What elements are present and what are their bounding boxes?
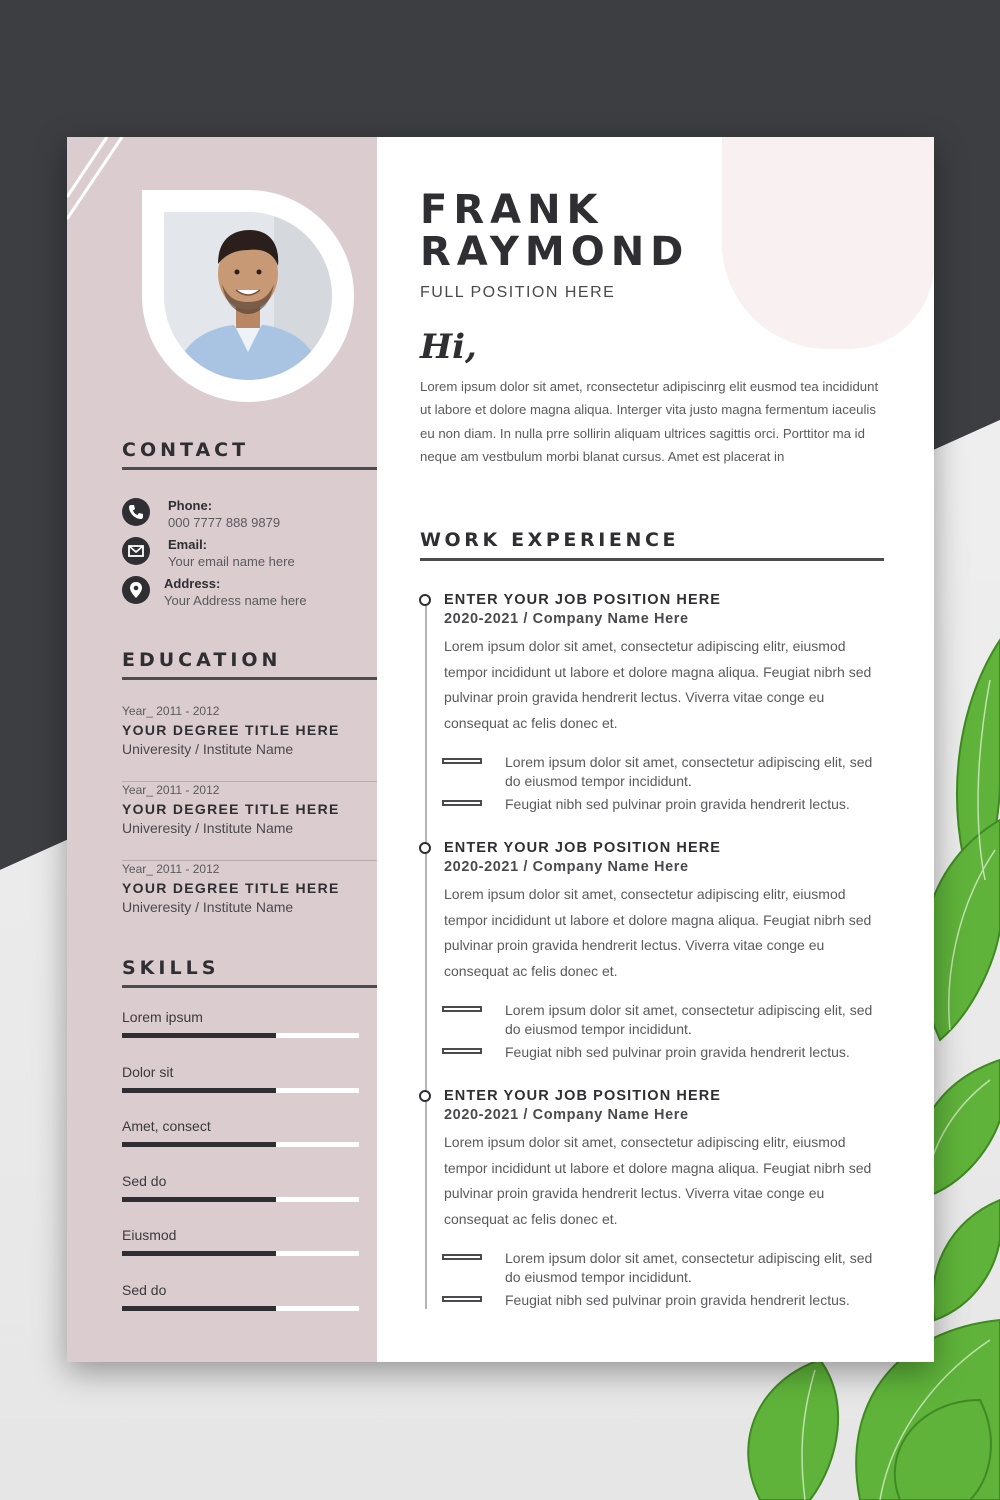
skill-bar-fill <box>122 1088 276 1093</box>
job-entry <box>417 840 887 1070</box>
education-degree: YOUR DEGREE TITLE HERE <box>122 880 340 896</box>
phone-icon <box>122 498 150 526</box>
education-title: EDUCATION <box>122 649 282 671</box>
greeting: Hi, <box>420 327 477 367</box>
intro-text: Lorem ipsum dolor sit amet, rconsectetur adipiscinrg elit eusmod tea incididunt ut labore et dolore magna aliqua. Interger vita justo magna fermentum iaceulis eu non diam. In nulla prre sollirin aliquam ultrices sagittis orci. Porttitor ma id neque am vestbulum morbi blanat cursus. Amet est placerat in <box>420 379 879 464</box>
education-degree: YOUR DEGREE TITLE HERE <box>122 801 340 817</box>
skill-bar <box>122 1251 359 1256</box>
job-company: 2020-2021 / Company Name Here <box>444 859 689 875</box>
job-description: Lorem ipsum dolor sit amet, consectetur adipiscing elitr, eiusmod tempor incididunt ut labore et dolore magna aliqua. Feugiat nibrh sed pulvinar proin gravida hendrerit lectus. Viverra vitae conge eu consequat ac felis donec et. <box>444 886 872 979</box>
bullet-text: Lorem ipsum dolor sit amet, consectetur adipiscing elit, sed do eiusmod tempor incididunt. <box>505 1250 873 1285</box>
address-label: Address: <box>164 576 221 591</box>
job-company: 2020-2021 / Company Name Here <box>444 611 689 627</box>
job-title: ENTER YOUR JOB POSITION HERE <box>444 1088 722 1104</box>
education-institute: Univeresity / Institute Name <box>122 820 294 836</box>
email-value: Your email name here <box>168 554 295 569</box>
job-description: Lorem ipsum dolor sit amet, consectetur adipiscing elitr, eiusmod tempor incididunt ut labore et dolore magna aliqua. Feugiat nibrh sed pulvinar proin gravida hendrerit lectus. Viverra vitae conge eu consequat ac felis donec et. <box>444 1134 872 1227</box>
skill-bar-fill <box>122 1142 276 1147</box>
first-name: FRANK <box>420 187 604 233</box>
bullet-bar-icon <box>442 1296 482 1302</box>
education-item <box>122 704 377 782</box>
timeline-dot-icon <box>419 842 431 854</box>
decorative-stripes <box>67 137 137 227</box>
skill-bar <box>122 1142 359 1147</box>
skill-name: Sed do <box>122 1173 167 1189</box>
bullet-bar-icon <box>442 758 482 764</box>
education-divider <box>122 781 377 782</box>
profile-photo-frame <box>142 190 354 402</box>
skill-bar <box>122 1033 359 1038</box>
work-experience-title: WORK EXPERIENCE <box>420 529 680 551</box>
contact-phone <box>122 498 372 534</box>
skill-bar <box>122 1088 359 1093</box>
education-rule <box>122 677 377 680</box>
job-title: ENTER YOUR JOB POSITION HERE <box>444 592 722 608</box>
bullet-text: Feugiat nibh sed pulvinar proin gravida hendrerit lectus. <box>505 1292 850 1308</box>
skills-rule <box>122 985 377 988</box>
skill-name: Eiusmod <box>122 1227 177 1243</box>
work-experience-rule <box>420 558 884 561</box>
bullet-bar-icon <box>442 800 482 806</box>
skill-item <box>122 1118 359 1158</box>
decorative-blob <box>722 137 934 349</box>
timeline-dot-icon <box>419 1090 431 1102</box>
education-item <box>122 862 377 940</box>
skill-bar-fill <box>122 1306 276 1311</box>
bullet-bar-icon <box>442 1254 482 1260</box>
profile-photo <box>164 212 332 380</box>
education-degree: YOUR DEGREE TITLE HERE <box>122 722 340 738</box>
location-pin-icon <box>122 576 150 604</box>
bullet-text: Feugiat nibh sed pulvinar proin gravida hendrerit lectus. <box>505 796 850 812</box>
contact-rule <box>122 467 377 470</box>
job-entry <box>417 592 887 822</box>
skill-bar <box>122 1306 359 1311</box>
skill-name: Lorem ipsum <box>122 1009 203 1025</box>
job-title: ENTER YOUR JOB POSITION HERE <box>444 840 722 856</box>
skill-item <box>122 1173 359 1213</box>
education-institute: Univeresity / Institute Name <box>122 899 294 915</box>
last-name: RAYMOND <box>420 229 690 275</box>
position-title: FULL POSITION HERE <box>420 284 616 301</box>
contact-email <box>122 537 372 573</box>
education-year: Year_ 2011 - 2012 <box>122 783 220 797</box>
job-entry <box>417 1088 887 1318</box>
skill-bar-fill <box>122 1251 276 1256</box>
sidebar <box>67 137 377 1362</box>
skill-item <box>122 1064 359 1104</box>
skill-bar <box>122 1197 359 1202</box>
skill-name: Sed do <box>122 1282 167 1298</box>
skill-item <box>122 1227 359 1267</box>
email-label: Email: <box>168 537 208 552</box>
skill-item <box>122 1282 359 1322</box>
bullet-text: Feugiat nibh sed pulvinar proin gravida hendrerit lectus. <box>505 1044 850 1060</box>
job-company: 2020-2021 / Company Name Here <box>444 1107 689 1123</box>
skills-title: SKILLS <box>122 957 220 979</box>
education-institute: Univeresity / Institute Name <box>122 741 294 757</box>
phone-value: 000 7777 888 9879 <box>168 515 281 530</box>
bullet-bar-icon <box>442 1048 482 1054</box>
bullet-bar-icon <box>442 1006 482 1012</box>
skill-item <box>122 1009 359 1049</box>
education-item <box>122 783 377 861</box>
address-value: Your Address name here <box>164 593 307 608</box>
education-divider <box>122 860 377 861</box>
timeline-dot-icon <box>419 594 431 606</box>
skill-bar-fill <box>122 1033 276 1038</box>
person-avatar-icon <box>164 212 332 380</box>
education-year: Year_ 2011 - 2012 <box>122 704 220 718</box>
bullet-text: Lorem ipsum dolor sit amet, consectetur adipiscing elit, sed do eiusmod tempor incididunt. <box>505 1002 873 1037</box>
job-description: Lorem ipsum dolor sit amet, consectetur adipiscing elitr, eiusmod tempor incididunt ut labore et dolore magna aliqua. Feugiat nibrh sed pulvinar proin gravida hendrerit lectus. Viverra vitae conge eu consequat ac felis donec et. <box>444 638 872 731</box>
resume-page <box>67 137 934 1362</box>
phone-label: Phone: <box>168 498 213 513</box>
skill-name: Amet, consect <box>122 1118 211 1134</box>
skill-name: Dolor sit <box>122 1064 174 1080</box>
contact-title: CONTACT <box>122 439 250 461</box>
bullet-text: Lorem ipsum dolor sit amet, consectetur adipiscing elit, sed do eiusmod tempor incididunt. <box>505 754 873 789</box>
contact-address <box>122 576 372 612</box>
education-year: Year_ 2011 - 2012 <box>122 862 220 876</box>
skill-bar-fill <box>122 1197 276 1202</box>
email-icon <box>122 537 150 565</box>
